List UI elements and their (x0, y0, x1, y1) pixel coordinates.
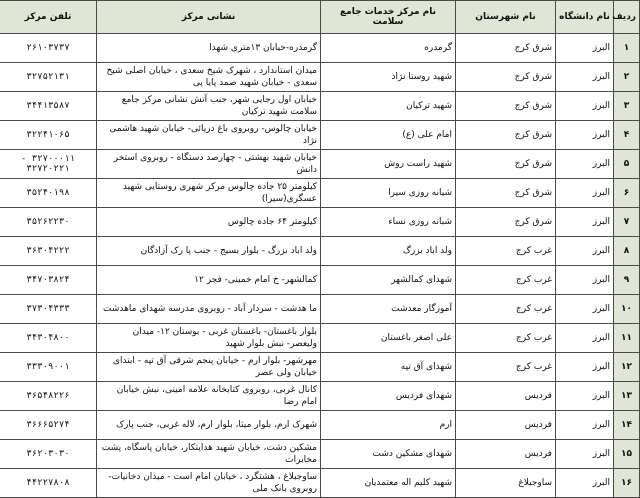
header-university: نام دانشگاه (556, 1, 614, 34)
university-cell: البرز (556, 63, 614, 92)
phone-cell: ۳۳۳۰۹۰۰۱ (0, 353, 97, 382)
row-number: ۳ (614, 92, 640, 121)
center-cell: ولد اباد بزرگ (321, 237, 456, 266)
address-cell: خیابان اول رجایی شهر، جنب آتش نشانی مرکز جامع سلامت شهید ترکیان (97, 92, 321, 121)
center-cell: ارم (321, 411, 456, 440)
university-cell: البرز (556, 382, 614, 411)
header-phone: تلفن مرکز (0, 1, 97, 34)
row-number: ۶ (614, 179, 640, 208)
table-row (0, 295, 640, 324)
center-cell: شهید ترکیان (321, 92, 456, 121)
university-cell: البرز (556, 295, 614, 324)
center-cell: شهدای آق تپه (321, 353, 456, 382)
center-cell: علی اصغر باغستان (321, 324, 456, 353)
row-number: ۷ (614, 208, 640, 237)
table-row (0, 237, 640, 266)
address-cell: کانال غربی، روبروی کتابخانه علامه امینی، نبش خیابان امام رضا (97, 382, 321, 411)
row-number: ۱۱ (614, 324, 640, 353)
city-cell: غرب کرج (456, 295, 556, 324)
row-number: ۴ (614, 121, 640, 150)
address-cell: کیلومتر ۶۴ جاده چالوس (97, 208, 321, 237)
university-cell: البرز (556, 353, 614, 382)
university-cell: البرز (556, 266, 614, 295)
center-cell: شهید کلیم اله معتمدیان (321, 469, 456, 498)
address-cell: مشکین دشت، خیابان شهید هدایتکار، خیابان پاسگاه، پشت مخابرات (97, 440, 321, 469)
phone-cell: ۳۶۵۴۸۲۲۶ (0, 382, 97, 411)
center-cell: شهید راست روش (321, 150, 456, 179)
row-number: ۱۵ (614, 440, 640, 469)
city-cell: شرق کرج (456, 150, 556, 179)
address-cell: خیابان شهید بهشتی - چهارصد دستگاه - روبروی استخر دانش (97, 150, 321, 179)
center-cell: شبانه روزی نساء (321, 208, 456, 237)
row-number: ۱۳ (614, 382, 640, 411)
university-cell: البرز (556, 179, 614, 208)
table-row (0, 63, 640, 92)
university-cell: البرز (556, 237, 614, 266)
university-cell: البرز (556, 92, 614, 121)
university-cell: البرز (556, 440, 614, 469)
table-row (0, 121, 640, 150)
table-row (0, 382, 640, 411)
university-cell: البرز (556, 469, 614, 498)
center-cell: شهدای مشکین دشت (321, 440, 456, 469)
city-cell: ساوجبلاغ (456, 469, 556, 498)
row-number: ۸ (614, 237, 640, 266)
phone-cell: ۳۲۲۴۱۰۶۵ (0, 121, 97, 150)
university-cell: البرز (556, 208, 614, 237)
phone-cell: ۳۵۲۴۰۱۹۸ (0, 179, 97, 208)
address-cell: کمالشهر- خ امام خمینی- فجر ۱۲ (97, 266, 321, 295)
table-row (0, 150, 640, 179)
address-cell: میدان استاندارد ، شهرک شیخ سعدی ، خیابان اصلی شیخ سعدی - خیابان شهید صمد پایا پی (97, 63, 321, 92)
center-cell: امام علی (ع) (321, 121, 456, 150)
city-cell: شرق کرج (456, 121, 556, 150)
table-row (0, 469, 640, 498)
address-cell: مهرشهر- بلوار ارم - خیابان پنجم شرقی آق تپه - ابتدای خیابان ولی عصر (97, 353, 321, 382)
phone-cell: ۳۶۳۰۴۲۲۲ (0, 237, 97, 266)
university-cell: البرز (556, 150, 614, 179)
city-cell: فردیس (456, 411, 556, 440)
table-row (0, 324, 640, 353)
header-center: نام مرکز خدمات جامع سلامت (321, 1, 456, 34)
header-row-number: ردیف (614, 1, 640, 34)
table-row (0, 34, 640, 63)
address-cell: بلوار باغستان- باغستان غربی - بوستان ۱۲- میدان ولیعصر- نبش بلوار شهید (97, 324, 321, 353)
row-number: ۵ (614, 150, 640, 179)
phone-cell: ۳۴۳۰۴۸۰۰ (0, 324, 97, 353)
table-row (0, 179, 640, 208)
city-cell: غرب کرج (456, 237, 556, 266)
address-cell: ولد اباد بزرگ - بلوار بسیج - جنب پا رک آزادگان (97, 237, 321, 266)
city-cell: شرق کرج (456, 208, 556, 237)
phone-cell: ۳۴۴۱۳۵۸۷ (0, 92, 97, 121)
phone-cell: ۳۲۷۰۰۰۱۱ - ۳۲۷۲۰۲۲۱ (0, 150, 97, 179)
center-cell: شهید روستا نژاد (321, 63, 456, 92)
row-number: ۹ (614, 266, 640, 295)
city-cell: فردیس (456, 440, 556, 469)
city-cell: شرق کرج (456, 34, 556, 63)
center-cell: گرمدره (321, 34, 456, 63)
city-cell: شرق کرج (456, 63, 556, 92)
address-cell: ما هدشت - سردار آباد - روبروی مدرسه شهدای ماهدشت (97, 295, 321, 324)
city-cell: غرب کرج (456, 324, 556, 353)
table-row (0, 440, 640, 469)
city-cell: غرب کرج (456, 266, 556, 295)
university-cell: البرز (556, 411, 614, 440)
row-number: ۱۲ (614, 353, 640, 382)
header-row (0, 1, 640, 34)
row-number: ۱۶ (614, 469, 640, 498)
phone-cell: ۳۶۲۰۳۰۳۰ (0, 440, 97, 469)
university-cell: البرز (556, 121, 614, 150)
table-row (0, 353, 640, 382)
table-row (0, 411, 640, 440)
center-cell: شیانه روزی سیرا (321, 179, 456, 208)
address-cell: کیلومتر ۲۵ جاده چالوس مرکز شهری روستایی شهید عسگری(سیرا) (97, 179, 321, 208)
table-row (0, 92, 640, 121)
header-address: نشانی مرکز (97, 1, 321, 34)
city-cell: فردیس (456, 382, 556, 411)
address-cell: گرمدره-خیابان ۱۳متری شهدا (97, 34, 321, 63)
address-cell: ساوجبلاغ ، هشتگرد ، خیابان امام است - میدان دخانیات-روبروی بانک ملی (97, 469, 321, 498)
center-cell: شهدای فردیس (321, 382, 456, 411)
center-cell: شهدای کمالشهر (321, 266, 456, 295)
city-cell: شرق کرج (456, 179, 556, 208)
row-number: ۲ (614, 63, 640, 92)
address-cell: شهرک ارم، بلوار میثا، بلوار ارم، لاله غربی، جنب پارک (97, 411, 321, 440)
table-row (0, 266, 640, 295)
phone-cell: ۴۴۲۲۷۸۰۸ (0, 469, 97, 498)
phone-cell: ۳۴۷۰۳۸۲۴ (0, 266, 97, 295)
address-cell: خیابان چالوس- روبروی باغ دریائی- خیابان شهید هاشمی نژاد (97, 121, 321, 150)
table-row (0, 208, 640, 237)
city-cell: غرب کرج (456, 353, 556, 382)
row-number: ۱ (614, 34, 640, 63)
row-number: ۱۴ (614, 411, 640, 440)
phone-cell: ۳۷۳۰۴۳۳۳ (0, 295, 97, 324)
university-cell: البرز (556, 34, 614, 63)
university-cell: البرز (556, 324, 614, 353)
phone-cell: ۳۶۶۶۵۲۷۴ (0, 411, 97, 440)
phone-cell: ۳۵۲۶۲۲۳۰ (0, 208, 97, 237)
row-number: ۱۰ (614, 295, 640, 324)
city-cell: شرق کرج (456, 92, 556, 121)
header-city: نام شهرستان (456, 1, 556, 34)
phone-cell: ۳۲۷۵۲۱۳۱ (0, 63, 97, 92)
center-cell: آموزگار معدشت (321, 295, 456, 324)
phone-cell: ۲۶۱۰۳۷۳۷ (0, 34, 97, 63)
